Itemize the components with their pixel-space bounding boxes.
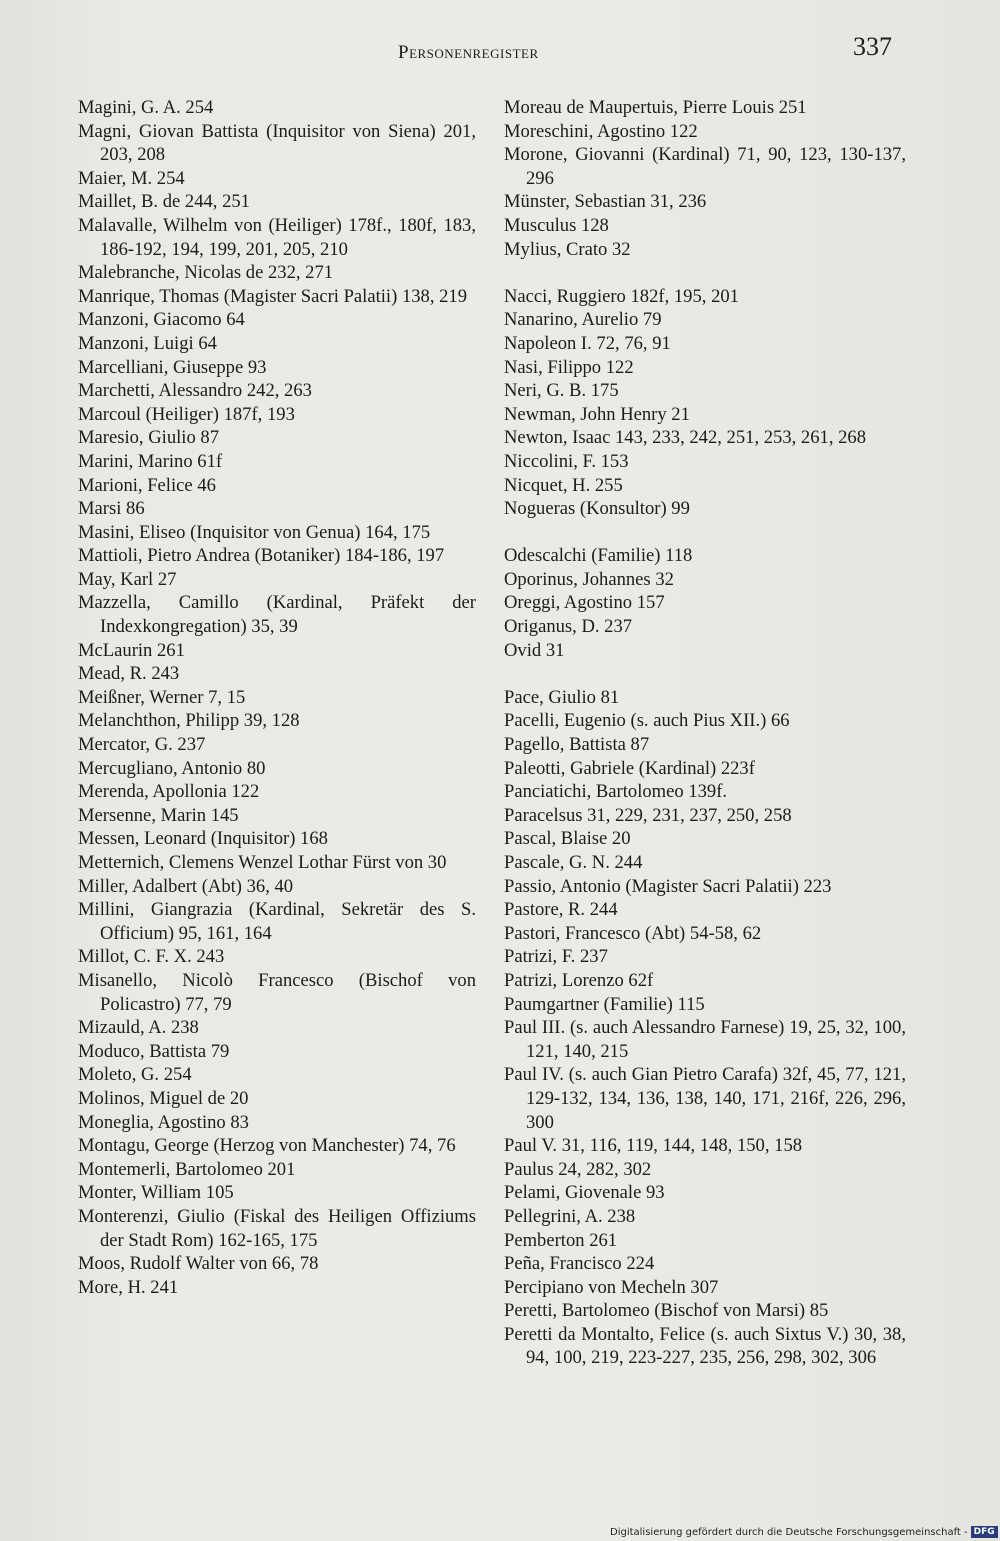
index-entry: Malavalle, Wilhelm von (Heiliger) 178f., 180f, 183, 186-192, 194, 199, 201, 205, 210 [78,214,476,260]
index-entry: Origanus, D. 237 [504,616,633,638]
index-entry: Moleto, G. 254 [78,1064,192,1086]
index-entry: Monterenzi, Giulio (Fiskal des Heiligen Offiziums der Stadt Rom) 162-165, 175 [78,1205,476,1251]
index-entry: Nogueras (Konsultor) 99 [504,498,690,520]
index-entry: Meißner, Werner 7, 15 [78,686,246,708]
index-entry: Peretti da Montalto, Felice (s. auch Sixtus V.) 30, 38, 94, 100, 219, 223-227, 235, 256, 298, 302, 306 [504,1323,906,1369]
index-entry: Newman, John Henry 21 [504,403,690,425]
index-entry: Mersenne, Marin 145 [78,804,239,826]
index-entry: Mead, R. 243 [78,663,180,685]
index-entry: More, H. 241 [78,1276,179,1298]
index-entry: Mylius, Crato 32 [504,238,631,260]
index-entry: Manzoni, Giacomo 64 [78,309,245,331]
index-entry: Patrizi, Lorenzo 62f [504,969,654,991]
footer-text: Digitalisierung gefördert durch die Deutsche Forschungsgemeinschaft - [610,1526,968,1538]
index-entry: Messen, Leonard (Inquisitor) 168 [78,828,328,850]
index-entry: Millini, Giangrazia (Kardinal, Sekretär des S. Officium) 95, 161, 164 [78,899,476,944]
index-entry: Pascale, G. N. 244 [504,852,643,873]
index-entry: Marchetti, Alessandro 242, 263 [78,380,312,402]
index-entry: Magni, Giovan Battista (Inquisitor von Siena) 201, 203, 208 [78,120,476,166]
index-entry: Montemerli, Bartolomeo 201 [78,1158,296,1180]
index-entry: Paul V. 31, 116, 119, 144, 148, 150, 158 [504,1135,803,1157]
index-entry: Nasi, Filippo 122 [504,356,634,378]
index-entry: Masini, Eliseo (Inquisitor von Genua) 164, 175 [78,521,431,543]
index-entry: Pacelli, Eugenio (s. auch Pius XII.) 66 [504,710,790,732]
index-entry: Pascal, Blaise 20 [504,828,631,850]
index-entry: Pastori, Francesco (Abt) 54-58, 62 [504,922,762,944]
index-entry: Percipiano von Mecheln 307 [504,1276,719,1298]
index-entry: Nanarino, Aurelio 79 [504,309,662,331]
index-entry: Peretti, Bartolomeo (Bischof von Marsi) 85 [504,1300,829,1322]
index-entry: Marsi 86 [78,498,145,520]
index-entry: Miller, Adalbert (Abt) 36, 40 [78,875,294,897]
index-entry: Napoleon I. 72, 76, 91 [504,332,671,354]
index-entry: Molinos, Miguel de 20 [78,1087,249,1109]
index-entry: Manrique, Thomas (Magister Sacri Palatii) 138, 219 [78,285,468,307]
index-entry: Metternich, Clemens Wenzel Lothar Fürst von 30 [78,852,447,873]
index-entry: Neri, G. B. 175 [504,380,619,402]
index-entry: Merenda, Apollonia 122 [78,781,260,803]
index-entry: Marioni, Felice 46 [78,474,216,496]
index-entry: Nacci, Ruggiero 182f, 195, 201 [504,285,739,307]
index-entry: Odescalchi (Familie) 118 [504,545,693,567]
index-entry: Marcelliani, Giuseppe 93 [78,356,267,378]
running-title: Personenregister [398,42,539,63]
index-entry: Melanchthon, Philipp 39, 128 [78,710,300,732]
index-entry: Passio, Antonio (Magister Sacri Palatii) 223 [504,875,832,897]
index-entry: Maillet, B. de 244, 251 [78,191,250,213]
index-entry: Magini, G. A. 254 [78,97,214,118]
index-entry: Oporinus, Johannes 32 [504,568,674,590]
index-entry: Niccolini, F. 153 [504,450,629,472]
index-entry: Panciatichi, Bartolomeo 139f. [504,781,728,803]
page-header [0,30,1000,70]
index-entry: Moos, Rudolf Walter von 66, 78 [78,1253,319,1275]
index-entry: Pemberton 261 [504,1229,618,1251]
index-column-left [78,96,476,1299]
index-entry: Mattioli, Pietro Andrea (Botaniker) 184-186, 197 [78,545,445,567]
index-entry: Peña, Francisco 224 [504,1253,655,1275]
index-entry: Paumgartner (Familie) 115 [504,993,705,1015]
index-entry: Maier, M. 254 [78,167,185,189]
index-entry: Patrizi, F. 237 [504,946,608,968]
index-entry: Paul IV. (s. auch Gian Pietro Carafa) 32f, 45, 77, 121, 129-132, 134, 136, 138, 140, 171, 216f, 226, 296, 300 [504,1064,906,1133]
index-column-right [504,96,906,1370]
index-entry: Moneglia, Agostino 83 [78,1111,249,1133]
index-entry: Marcoul (Heiliger) 187f, 193 [78,403,295,425]
index-entry: Musculus 128 [504,214,609,236]
index-entry: Morone, Giovanni (Kardinal) 71, 90, 123, 130-137, 296 [504,144,906,189]
index-entry: Pace, Giulio 81 [504,686,620,708]
page-number: 337 [853,32,892,61]
index-entry: Mizauld, A. 238 [78,1017,199,1039]
letter-group-gap [504,521,906,545]
index-entry: Moduco, Battista 79 [78,1040,230,1062]
index-entry: Malebranche, Nicolas de 232, 271 [78,262,334,284]
index-entry: Mercator, G. 237 [78,734,206,756]
index-entry: Moreau de Maupertuis, Pierre Louis 251 [504,97,807,118]
index-entry: Paracelsus 31, 229, 231, 237, 250, 258 [504,804,792,826]
index-entry: Nicquet, H. 255 [504,474,623,496]
index-entry: Newton, Isaac 143, 233, 242, 251, 253, 261, 268 [504,427,867,449]
index-entry: Pellegrini, A. 238 [504,1205,636,1227]
index-entry: Paulus 24, 282, 302 [504,1158,652,1180]
index-entry: Oreggi, Agostino 157 [504,592,665,614]
index-entry: Pastore, R. 244 [504,899,618,921]
index-entry: Manzoni, Luigi 64 [78,332,217,354]
index-entry: Maresio, Giulio 87 [78,427,219,449]
letter-group-gap [504,662,906,686]
index-entry: Montagu, George (Herzog von Manchester) 74, 76 [78,1135,456,1157]
index-entry: Pelami, Giovenale 93 [504,1182,665,1204]
index-entry: Misanello, Nicolò Francesco (Bischof von Policastro) 77, 79 [78,969,476,1015]
index-entry: Paul III. (s. auch Alessandro Farnese) 19, 25, 32, 100, 121, 140, 215 [504,1017,906,1062]
index-entry: McLaurin 261 [78,639,185,661]
index-entry: Pagello, Battista 87 [504,734,650,756]
index-entry: Ovid 31 [504,639,565,661]
index-entry: Moreschini, Agostino 122 [504,120,698,142]
dfg-logo: DFG [971,1526,998,1538]
index-entry: Monter, William 105 [78,1182,234,1204]
index-entry: Marini, Marino 61f [78,450,223,472]
index-entry: Paleotti, Gabriele (Kardinal) 223f [504,757,755,779]
index-entry: Mazzella, Camillo (Kardinal, Präfekt der Indexkongregation) 35, 39 [78,592,476,638]
index-entry: Mercugliano, Antonio 80 [78,757,266,779]
index-entry: Münster, Sebastian 31, 236 [504,191,707,213]
index-entry: Millot, C. F. X. 243 [78,946,225,968]
letter-group-gap [504,261,906,285]
index-entry: May, Karl 27 [78,568,177,590]
digitization-footer [610,1526,998,1538]
